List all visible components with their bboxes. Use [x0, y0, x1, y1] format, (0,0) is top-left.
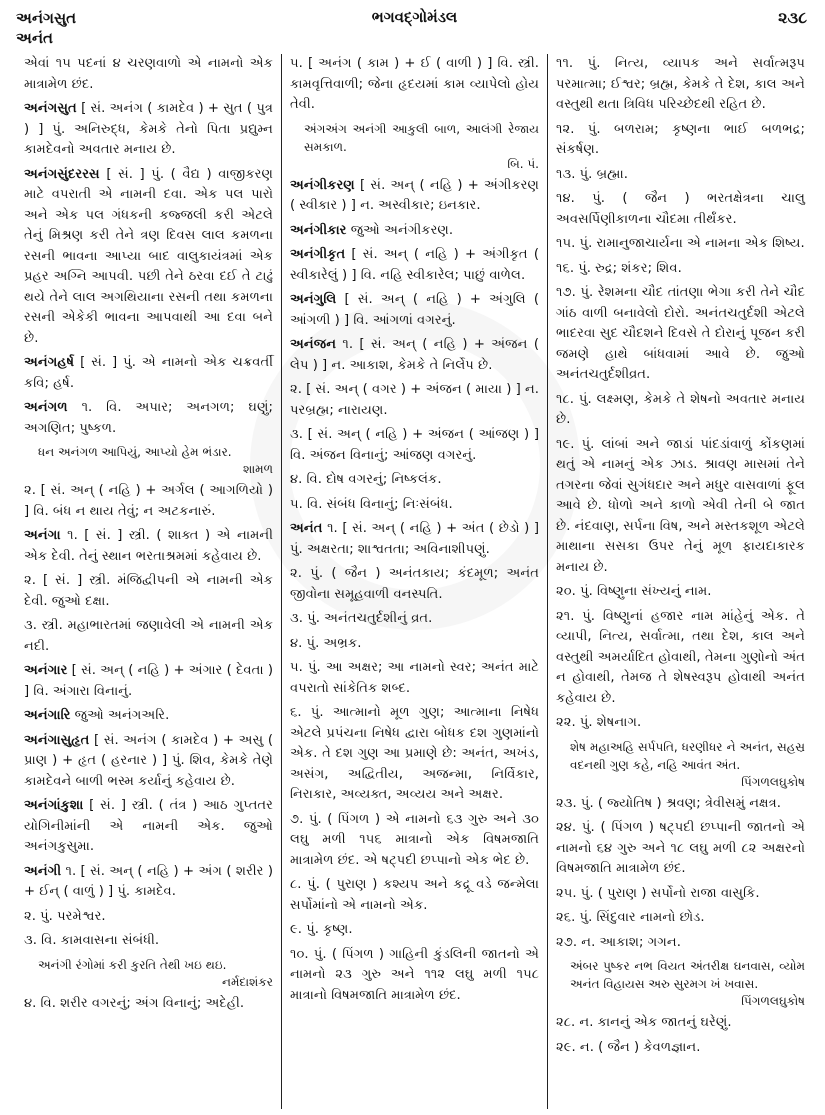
dictionary-entry [556, 713, 805, 734]
definition-text: [ સં. ] પું. ( વૈદ્ય ) વાજીકરણ માટે વપરાતી એ નામની દવા. એક પલ પારો અને એક પલ ગંધકની કજ્જલી કરી એટલે તેનું મિશ્રણ કરી તેને ત્રણ દિવસ લાલ કમળના રસની ભાવના આપ્યા બાદ વાલુકાયંત્રમાં એક પ્રહર અગ્નિ આપવી. પછી તેને ઠરવા દઈ તે ટાઢું થયે તેને લાલ અગથિયાના રસની તથા કમળના રસની એકેકી ભાવના આપવાથી આ દવા બને છે. [24, 166, 273, 346]
dictionary-entry [24, 731, 273, 793]
headword: અનંગાર [24, 663, 68, 678]
dictionary-entry [556, 884, 805, 905]
dictionary-entry [556, 390, 805, 431]
headword: અનંગારિ [24, 708, 71, 723]
definition-text: ૨. પું. પરમેશ્વર. [24, 908, 106, 924]
dictionary-entry [556, 794, 805, 815]
definition-text: ૨૦. પું. વિષ્ણુના સંખ્યનું નામ. [556, 584, 712, 599]
quotation: અંગઅંગ અનંગી આકુલી બાળ, આલંગી રેજાય સમકાળ. [304, 121, 539, 154]
definition-text: [ સં. અન્ ( નહિ ) + અંગુલિ ( આંગળી ) ] વિ. આંગળાં વગરનું. [290, 292, 539, 328]
definition-text: [ સં. અન્ ( નહિ ) + અંગાર ( દેવતા ) ] વિ. અંગારા વિનાનું. [24, 663, 273, 699]
quotation-source: પિંગળલઘુકોષ [741, 994, 805, 1008]
dictionary-entry [24, 54, 273, 95]
definition-text: ૨. [ સં. અન્ ( વગર ) + અંજન ( માયા ) ] ન. પરબ્રહ્મ; નારાયણ. [290, 382, 539, 418]
definition-text: ૩. [ સં. અન્ ( નહિ ) + અંજન ( આંજણ ) ] વિ. અંજન વિનાનું; આંજણ વગરનું. [290, 427, 539, 463]
definition-text: ૧૭. પું. રેશમના ચૌદ તાંતણા ભેગા કરી તેને ચૌદ ગાંઠ વાળી બનાવેલો દોરો. અનંતચતુર્દશી એટલે ભાદરવા સુદ ચૌદશને દિવસે તે દોરાનું પૂજન કરી જમણે હાથે બાંધવામાં આવે છે. જુઓ અનંતચતુર્દશીવ્રત. [556, 285, 805, 382]
headword: અનંજન [290, 337, 337, 352]
definition-text: [ સં. અન્ ( નહિ ) + અંગીકરણ ( સ્વીકાર ) ] ન. અસ્વીકાર; ઇનકાર. [290, 177, 539, 213]
definition-text: ૧. [ સં. ] સ્ત્રી. ( શાક્ત ) એ નામની એક દેવી. તેનું સ્થાન ભરતાશ્રમમાં કહેવાય છે. [24, 528, 273, 564]
dictionary-entry [24, 931, 273, 952]
dictionary-entry [556, 818, 805, 880]
definition-text: ૨૩. પું. ( જ્યોતિષ ) શ્રવણ; ત્રેવીસમું નક્ષત્ર. [556, 795, 781, 811]
headword: અનંગસુંદરરસ [24, 166, 100, 182]
quotation: અનંગી રંગોમાં કરી કુરતિ તેથી ખઇ થઇ. [38, 957, 227, 972]
definition-text: ૨૮. ન. કાનનું એક જાતનું ઘરેણું. [556, 1015, 732, 1030]
dictionary-entry [290, 875, 539, 916]
dictionary-entry [24, 994, 273, 1015]
definition-text: ૫. વિ. સંબંધ વિનાનું; નિઃસંબંધ. [290, 496, 453, 512]
dictionary-entry [290, 221, 539, 242]
definition-text: [ સં. ] સ્ત્રી. ( તંત્ર ) આઠ ગુપ્તતર યોગિનીમાંની એ નામની એક. જુઓ અનંગકુસુમા. [24, 798, 273, 854]
dictionary-entry [24, 862, 273, 903]
quotation-source: નર્મદાશંકર [222, 974, 273, 989]
definition-text: [ સં. ] પું. એ નામનો એક ચક્રવર્તી કવિ; હર્ષ. [24, 355, 273, 391]
dictionary-entry [290, 290, 539, 331]
book-title: ભગવદ્ગોમંડલ [371, 8, 458, 26]
definition-text: [ સં. અન્ ( નહિ ) + અંગીકૃત ( સ્વીકારેલું ) ] વિ. નહિ સ્વીકારેલ; પાછું વાળેલ. [290, 247, 539, 283]
definition-text: ૩. સ્ત્રી. મહાભારતમાં જણાવેલી એ નામની એક નદી. [24, 618, 273, 654]
definition-text: ૨. [ સં. અન્ ( નહિ ) + અર્ગલ ( આગળિયો ) ] વિ. બંધ ન થાય તેવું; ન અટકનારું. [24, 483, 273, 519]
headword: અનંગસુત [24, 101, 77, 116]
dictionary-entry [556, 933, 805, 954]
dictionary-entry [290, 495, 539, 516]
dictionary-entry [290, 245, 539, 286]
dictionary-entry [290, 470, 539, 491]
dictionary-entry [24, 616, 273, 657]
definition-text: ૧. [ સં. અન્ ( નહિ ) + અંત ( છેડો ) ] પું. અક્ષરતા; શાશ્વતતા; અવિનાશીપણું. [290, 521, 539, 557]
headword: અનંગીકરણ [290, 177, 355, 193]
definition-text: ૫. [ અનંગ ( કામ ) + ઈ ( વાળી ) ] વિ. સ્ત્રી. કામવૃત્તિવાળી; જેના હૃદયમાં કામ વ્યાપેલો હોય તેવી. [290, 56, 539, 112]
definition-text: ૩. વિ. કામવાસના સંબંધી. [24, 933, 160, 948]
definition-text: ૨૯. ન. ( જૈન ) કેવળજ્ઞાન. [556, 1039, 701, 1055]
guide-word-first: અનંગસુત [16, 9, 77, 27]
headword: અનંગીકૃત [290, 247, 346, 262]
dictionary-entry [290, 609, 539, 630]
dictionary-entry [24, 796, 273, 858]
definition-text: ૮. પું. ( પુરાણ ) કશ્યપ અને કદ્રૂ વડે જન્મેલા સર્પોમાંનો એ નામનો એક. [290, 877, 539, 913]
headword: અનંગળ [24, 400, 68, 415]
definition-text: જુઓ અનંગઅરિ. [70, 708, 170, 723]
dictionary-entry [24, 165, 273, 350]
dictionary-entry [24, 526, 273, 567]
definition-text: એવાં ૧૫ પદનાં ૪ ચરણવાળો એ નામનો એક માત્રામેળ છંદ. [24, 56, 273, 92]
quotation: અંબર પુષ્કર નભ વિયત અંતરીક્ષ ઘનવાસ, વ્યોમ અનંત વિહાયસ અરુ સુરમગ ખં ખવાસ. [570, 959, 805, 991]
definition-text: ૧. [ સં. અન્ ( નહિ ) + અંગ ( શરીર ) + ઈન્ ( વાળું ) ] પું. કામદેવ. [24, 863, 273, 899]
column-3 [547, 54, 813, 1109]
definition-text: ૨૪. પું. ( પિંગળ ) ષટ્પદી છપ્પાની જાતનો એ નામનો ૬૪ ગુરુ અને ૧૮ લઘુ મળી ૮૨ અક્ષરનો વિષમજાતિ માત્રામેળ છંદ. [556, 820, 805, 876]
headword: અનંગુલિ [290, 292, 337, 307]
dictionary-entry [556, 165, 805, 186]
definition-text: ૫. પું. આ અક્ષર; આ નામનો સ્વર; અનંત માટે વપરાતો સાંકેતિક શબ્દ. [290, 660, 539, 696]
definition-text: જુઓ અનંગીકરણ. [346, 222, 454, 238]
definition-text: ૧૮. પું. લક્ષ્મણ, કેમકે તે શેષનો અવતાર મનાય છે. [556, 391, 805, 427]
dictionary-entry [24, 706, 273, 727]
dictionary-entry [556, 582, 805, 603]
column-2 [281, 54, 547, 1109]
definition-text: ૪. વિ. દોષ વગરનું; નિષ્કલંક. [290, 472, 442, 487]
guide-word-last: અનંત [16, 29, 53, 47]
dictionary-entry [290, 810, 539, 872]
quotation-source: પિંગળલઘુકોષ [741, 774, 805, 789]
quotation-source: શામળ [242, 462, 273, 476]
definition-text: ૧૫. પું. રામાનુજાચાર્યના એ નામના એક શિષ્ય. [556, 236, 805, 251]
headword: અનંગાસુહૃત [24, 732, 90, 748]
dictionary-entry [290, 519, 539, 560]
dictionary-entry [24, 907, 273, 928]
definition-text: ૨૧. પું. વિષ્ણુનાં હજાર નામ માંહેનું એક. તે વ્યાપી, નિત્ય, સર્વાત્મા, તથા દેશ, કાલ અને વસ્તુથી અમર્યાદિત હોવાથી, તેમના ગુણોનો અંત ન હોવાથી, તેમજ તે શેષસ્વરૂપ હોવાથી અનંત કહેવાય છે. [556, 608, 805, 706]
dictionary-entry [290, 634, 539, 655]
definition-text: ૨૬. પું. સિંદુવાર નામનો છોડ. [556, 910, 705, 925]
dictionary-entry [556, 120, 805, 161]
headword: અનંત [290, 521, 323, 536]
headword: અનંગી [24, 863, 62, 879]
definition-text: [ સં. અનંગ ( કામદેવ ) + સુત ( પુત્ર ) ] પું. અનિરુદ્ધ, કેમકે તેનો પિતા પ્રદ્યુમ્ન કામદેવનો અવતાર મનાય છે. [24, 101, 273, 157]
dictionary-entry [24, 481, 273, 522]
definition-text: ૩. પું. અનંતચતુર્દશીનું વ્રત. [290, 611, 433, 626]
dictionary-entry [556, 259, 805, 280]
definition-text: ૨૨. પું. શેષનાગ. [556, 715, 642, 730]
quotation: શેષ મહાઅહિ સર્પપતિ, ધરણીધર ને અનંત, સહસ્ર વદનથી ગુણ કહે, નહિ આવંત અંત. [570, 739, 805, 772]
definition-text: ૧૪. પું. ( જૈન ) ભરતક્ષેત્રના ચાલુ અવસર્પિણીકાળના ચૌદમા તીર્થંકર. [556, 191, 805, 227]
dictionary-entry [556, 1013, 805, 1034]
quotation: ધન અનંગળ આપિયું, આપ્યો હેમ ભંડાર. [38, 445, 232, 459]
headword: અનંગા [24, 528, 61, 543]
dictionary-entry [290, 564, 539, 605]
dictionary-entry [290, 380, 539, 421]
quotation-source: બિ. પં. [507, 156, 539, 171]
definition-text: [ સં. અનંગ ( કામદેવ ) + અસુ ( પ્રાણ ) + હૃત ( હરનાર ) ] પું. શિવ, કેમકે તેણે કામદેવને બાળી ભસ્મ કર્યાનું કહેવાય છે. [24, 732, 273, 789]
definition-text: ૭. પું. ( પિંગળ ) એ નામનો ૬૩ ગુરુ અને ૩૦ લઘુ મળી ૧૫૬ માત્રાનો એક વિષમજાતિ માત્રામેળ છંદ. એ ષટ્પદી છપ્પાનો એક ભેદ છે. [290, 811, 539, 868]
definition-text: ૧. વિ. અપાર; અનગળ; ઘણું; અગણિત; પુષ્કળ. [24, 400, 273, 436]
dictionary-entry [290, 703, 539, 806]
definition-text: ૨. પું. ( જૈન ) અનંતકાય; કંદમૂળ; અનંત જીવોના સમૂહવાળી વનસ્પતિ. [290, 566, 539, 602]
dictionary-entry [24, 398, 273, 439]
dictionary-entry [290, 658, 539, 699]
definition-text: ૧૩. પું. બ્રહ્મા. [556, 166, 628, 182]
dictionary-entry [290, 176, 539, 217]
definition-text: ૯. પું. કૃષ્ણ. [290, 922, 353, 937]
definition-text: ૧૧. પું. નિત્ય, વ્યાપક અને સર્વાત્મરૂપ પરમાત્મા; ઈશ્વર; બ્રહ્મ, કેમકે તે દેશ, કાલ અને વસ્તુથી થતા ત્રિવિધ પરિચ્છેદથી રહિત છે. [556, 56, 805, 112]
dictionary-entry [290, 425, 539, 466]
definition-text: ૬. પું. આત્માનો મૂળ ગુણ; આત્માના નિષેધ એટલે પ્રપંચના નિષેધ દ્વારા બોધક દશ ગુણમાંનો એક. તે દશ ગુણ આ પ્રમાણે છે: અનંત, અખંડ, અસંગ, અદ્વિતીય, અજન્મા, નિર્વિકાર, નિરાકાર, અવ્યક્ત, અવ્યય અને અક્ષર. [290, 705, 539, 802]
dictionary-entry [556, 234, 805, 255]
dictionary-entry [290, 54, 539, 116]
page-header [16, 6, 813, 54]
definition-text: ૧૦. પું. ( પિંગળ ) ગાહિની કુંડલિની જાતનો એ નામનો ૨૩ ગુરુ અને ૧૧૨ લઘુ મળી ૧૫૮ માત્રાનો વિષમજાતિ માત્રામેળ છંદ. [290, 946, 539, 1003]
definition-text: ૨૫. પું. ( પુરાણ ) સર્પોનો રાજા વાસુકિ. [556, 885, 760, 901]
dictionary-entry [556, 908, 805, 929]
headword: અનંગીકાર [290, 222, 347, 238]
dictionary-entry [24, 99, 273, 161]
definition-text: ૨૭. ન. આકાશ; ગગન. [556, 934, 681, 950]
headword: અનંગાંકુશા [24, 798, 84, 813]
dictionary-entry [556, 54, 805, 116]
dictionary-entry [290, 335, 539, 376]
dictionary-entry [290, 945, 539, 1007]
definition-text: ૪. વિ. શરીર વગરનું; અંગ વિનાનું; અદેહી. [24, 995, 245, 1011]
definition-text: ૨. [ સં. ] સ્ત્રી. મંજિદ્વીપની એ નામની એક દેવી. જુઓ દક્ષા. [24, 573, 273, 609]
dictionary-entry [24, 661, 273, 702]
page-number: ૨૩૮ [778, 8, 807, 27]
definition-text: ૧૨. પું. બળરામ; કૃષ્ણના ભાઈ બળભદ્ર; સંકર્ષણ. [556, 121, 805, 157]
column-1 [16, 54, 281, 1109]
dictionary-entry [556, 1038, 805, 1059]
dictionary-entry [24, 571, 273, 612]
definition-text: ૧૯. પું. લાંબાં અને જાડાં પાંદડાંવાળું કોંકણમાં થતું એ નામનું એક ઝાડ. શ્રાવણ માસમાં તેને તગરના જેવાં સુગંધદાર અને મધુર વાસવાળાં ફૂલ આવે છે. ધોળો અને કાળો એવી તેની બે જાત છે. નંદવાણ, સર્પના વિષ, અને મસ્તકશૂળ એટલે માથાના સસકા ઉપર તેનું મૂળ ફાયદાકારક મનાય છે. [556, 436, 805, 575]
dictionary-entry [556, 607, 805, 710]
definition-text: ૧૬. પું. રુદ્ર; શંકર; શિવ. [556, 260, 682, 276]
columns [16, 54, 813, 1109]
dictionary-entry [556, 435, 805, 579]
dictionary-entry [24, 353, 273, 394]
dictionary-entry [290, 920, 539, 941]
dictionary-entry [556, 283, 805, 386]
dictionary-entry [556, 189, 805, 230]
definition-text: ૪. પું. અભ્રક. [290, 635, 362, 651]
definition-text: ૧. [ સં. અન્ ( નહિ ) + અંજન ( લેપ ) ] ન. આકાશ, કેમકે તે નિર્લેપ છે. [290, 337, 539, 373]
headword: અનંગહર્ષ [24, 355, 75, 370]
